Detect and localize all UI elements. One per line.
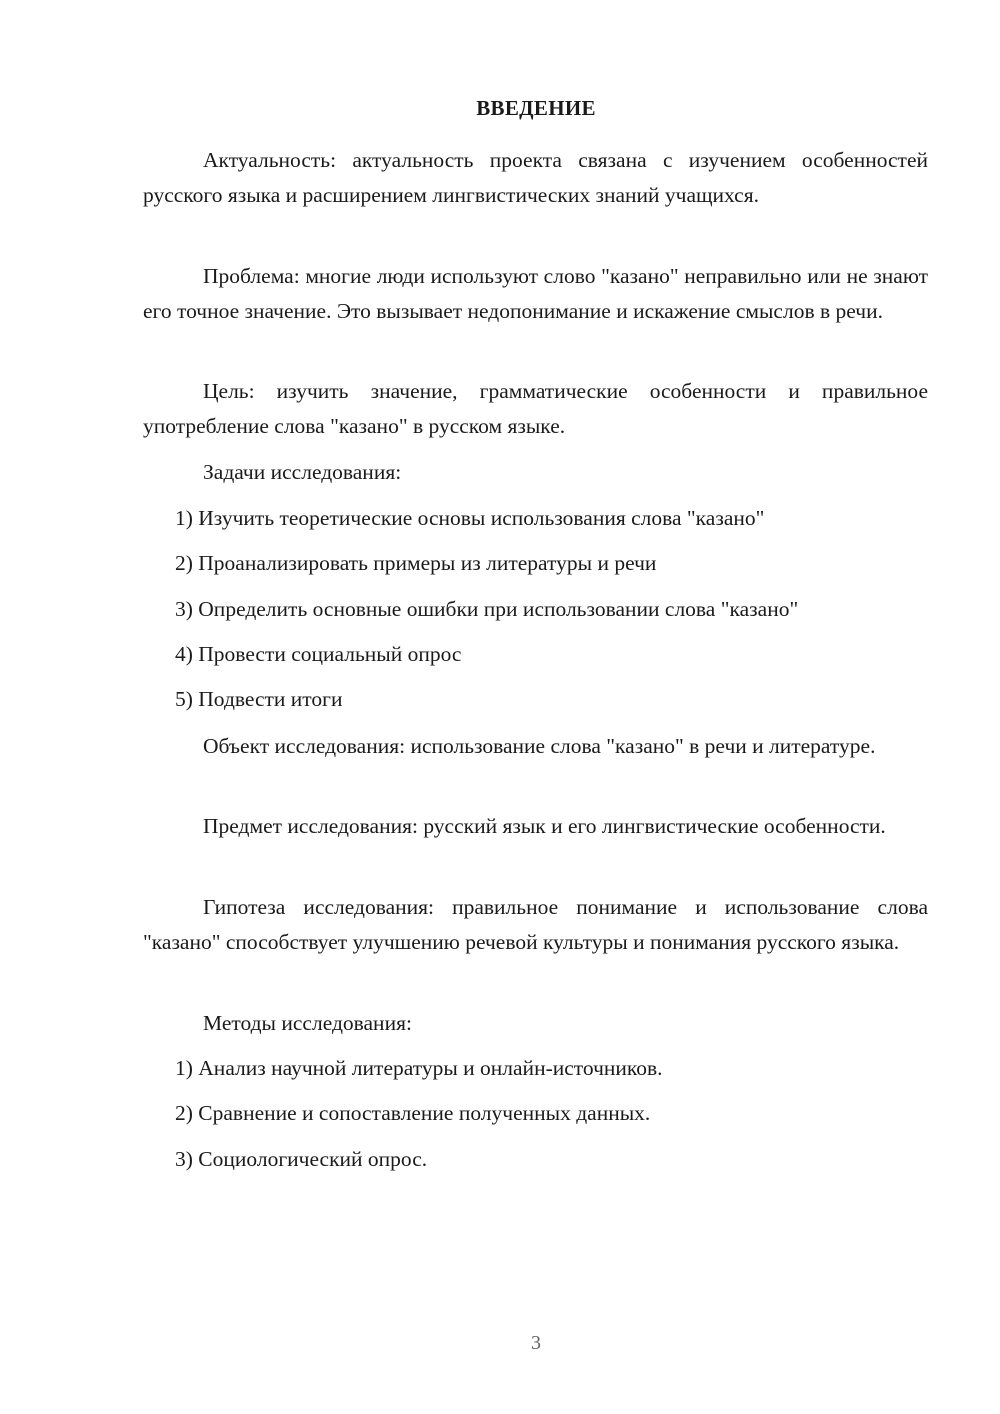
method-item-3: 3) Социологический опрос. bbox=[175, 1147, 428, 1171]
page-number: 3 bbox=[531, 1332, 541, 1354]
paragraph-goal: Цель: изучить значение, грамматические особенности и правильное употребление слова "казано" в русском языке. bbox=[143, 379, 928, 438]
task-item-3: 3) Определить основные ошибки при использовании слова "казано" bbox=[175, 597, 799, 621]
paragraph-hypothesis: Гипотеза исследования: правильное понимание и использование слова "казано" способствует улучшению речевой культуры и понимания русского языка. bbox=[143, 895, 928, 954]
task-item-2: 2) Проанализировать примеры из литературы и речи bbox=[175, 551, 657, 575]
task-item-1: 1) Изучить теоретические основы использования слова "казано" bbox=[175, 506, 765, 530]
paragraph-problem: Проблема: многие люди используют слово "казано" неправильно или не знают его точное значение. Это вызывает недопонимание и искажение смыслов в речи. bbox=[143, 264, 928, 323]
tasks-heading: Задачи исследования: bbox=[203, 460, 402, 484]
paragraph-subject: Предмет исследования: русский язык и его лингвистические особенности. bbox=[203, 814, 886, 838]
task-item-4: 4) Провести социальный опрос bbox=[175, 642, 462, 666]
method-item-1: 1) Анализ научной литературы и онлайн-источников. bbox=[175, 1056, 663, 1080]
task-item-5: 5) Подвести итоги bbox=[175, 687, 343, 711]
page-title: ВВЕДЕНИЕ bbox=[476, 96, 596, 120]
paragraph-object: Объект исследования: использование слова "казано" в речи и литературе. bbox=[203, 734, 876, 758]
paragraph-relevance: Актуальность: актуальность проекта связана с изучением особенностей русского языка и расширением лингвистических знаний учащихся. bbox=[143, 148, 928, 207]
methods-heading: Методы исследования: bbox=[203, 1011, 412, 1035]
method-item-2: 2) Сравнение и сопоставление полученных данных. bbox=[175, 1101, 651, 1125]
